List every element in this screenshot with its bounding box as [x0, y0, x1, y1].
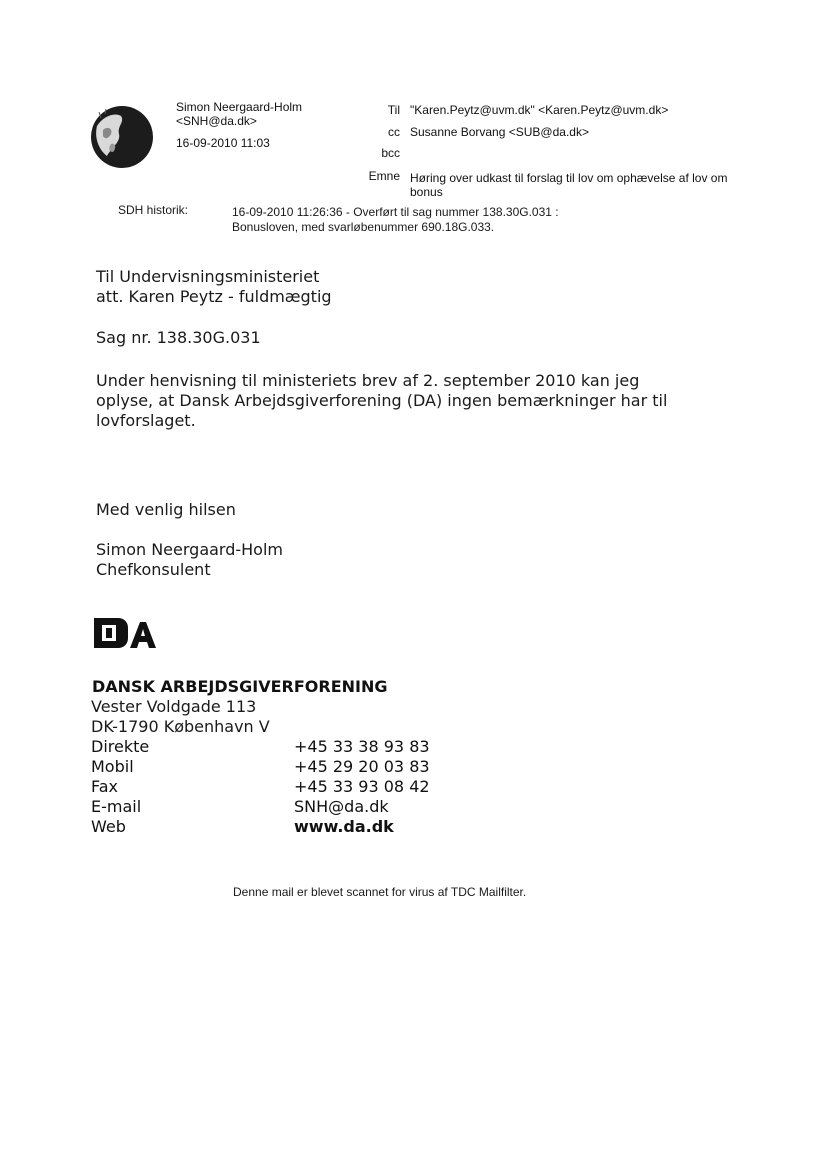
subject-line-1: Høring over udkast til forslag til lov om ophævelse af lov om — [410, 171, 728, 185]
globe-avatar-icon — [89, 104, 155, 170]
subject-label: Emne — [368, 169, 400, 183]
contact-label: Fax — [91, 777, 119, 796]
signer-title: Chefkonsulent — [96, 560, 211, 579]
avatar — [89, 104, 155, 170]
contact-label: E-mail — [91, 797, 142, 816]
history-line-2: Bonusloven, med svarløbenummer 690.18G.033. — [232, 220, 495, 234]
contact-label: Web — [91, 817, 126, 836]
body-line-2: oplyse, at Dansk Arbejdsgiverforening (DA) ingen bemærkninger har til — [96, 391, 668, 410]
da-logo — [92, 614, 158, 652]
signer-name: Simon Neergaard-Holm — [96, 540, 283, 559]
contact-label: Direkte — [91, 737, 150, 756]
contact-direct — [91, 737, 451, 757]
contact-value: +45 33 38 93 83 — [294, 737, 430, 756]
cc-label: cc — [388, 125, 400, 139]
contact-value: +45 29 20 03 83 — [294, 757, 430, 776]
address-line-2: DK-1790 København V — [91, 717, 270, 736]
history-line-1: 16-09-2010 11:26:36 - Overført til sag nummer 138.30G.031 : — [232, 205, 559, 219]
virus-scan-notice: Denne mail er blevet scannet for virus af TDC Mailfilter. — [233, 885, 527, 899]
da-logo-icon — [92, 614, 158, 652]
recipient-line-1: Til Undervisningsministeriet — [96, 267, 320, 286]
contact-email — [91, 797, 451, 817]
to-value: "Karen.Peytz@uvm.dk" <Karen.Peytz@uvm.dk> — [410, 103, 669, 117]
sent-date: 16-09-2010 11:03 — [176, 136, 270, 150]
website-link[interactable]: www.da.dk — [294, 817, 394, 836]
contact-email-link[interactable]: SNH@da.dk — [294, 797, 389, 816]
case-reference: Sag nr. 138.30G.031 — [96, 328, 261, 347]
recipient-line-2: att. Karen Peytz - fuldmægtig — [96, 287, 332, 306]
bcc-label: bcc — [381, 146, 400, 160]
history-label: SDH historik: — [118, 203, 189, 217]
body-line-3: lovforslaget. — [96, 411, 196, 430]
contact-label: Mobil — [91, 757, 134, 776]
cc-value: Susanne Borvang <SUB@da.dk> — [410, 125, 589, 139]
contact-web — [91, 817, 451, 837]
subject-line-2: bonus — [410, 185, 443, 199]
sender-name: Simon Neergaard-Holm — [176, 100, 303, 114]
organization-name: DANSK ARBEJDSGIVERFORENING — [92, 677, 388, 696]
contact-fax — [91, 777, 451, 797]
closing-greeting: Med venlig hilsen — [96, 500, 236, 519]
sender-email: <SNH@da.dk> — [176, 114, 257, 128]
contact-mobile — [91, 757, 451, 777]
to-label: Til — [387, 103, 400, 117]
address-line-1: Vester Voldgade 113 — [91, 697, 257, 716]
body-line-1: Under henvisning til ministeriets brev af 2. september 2010 kan jeg — [96, 371, 640, 390]
contact-value: +45 33 93 08 42 — [294, 777, 430, 796]
